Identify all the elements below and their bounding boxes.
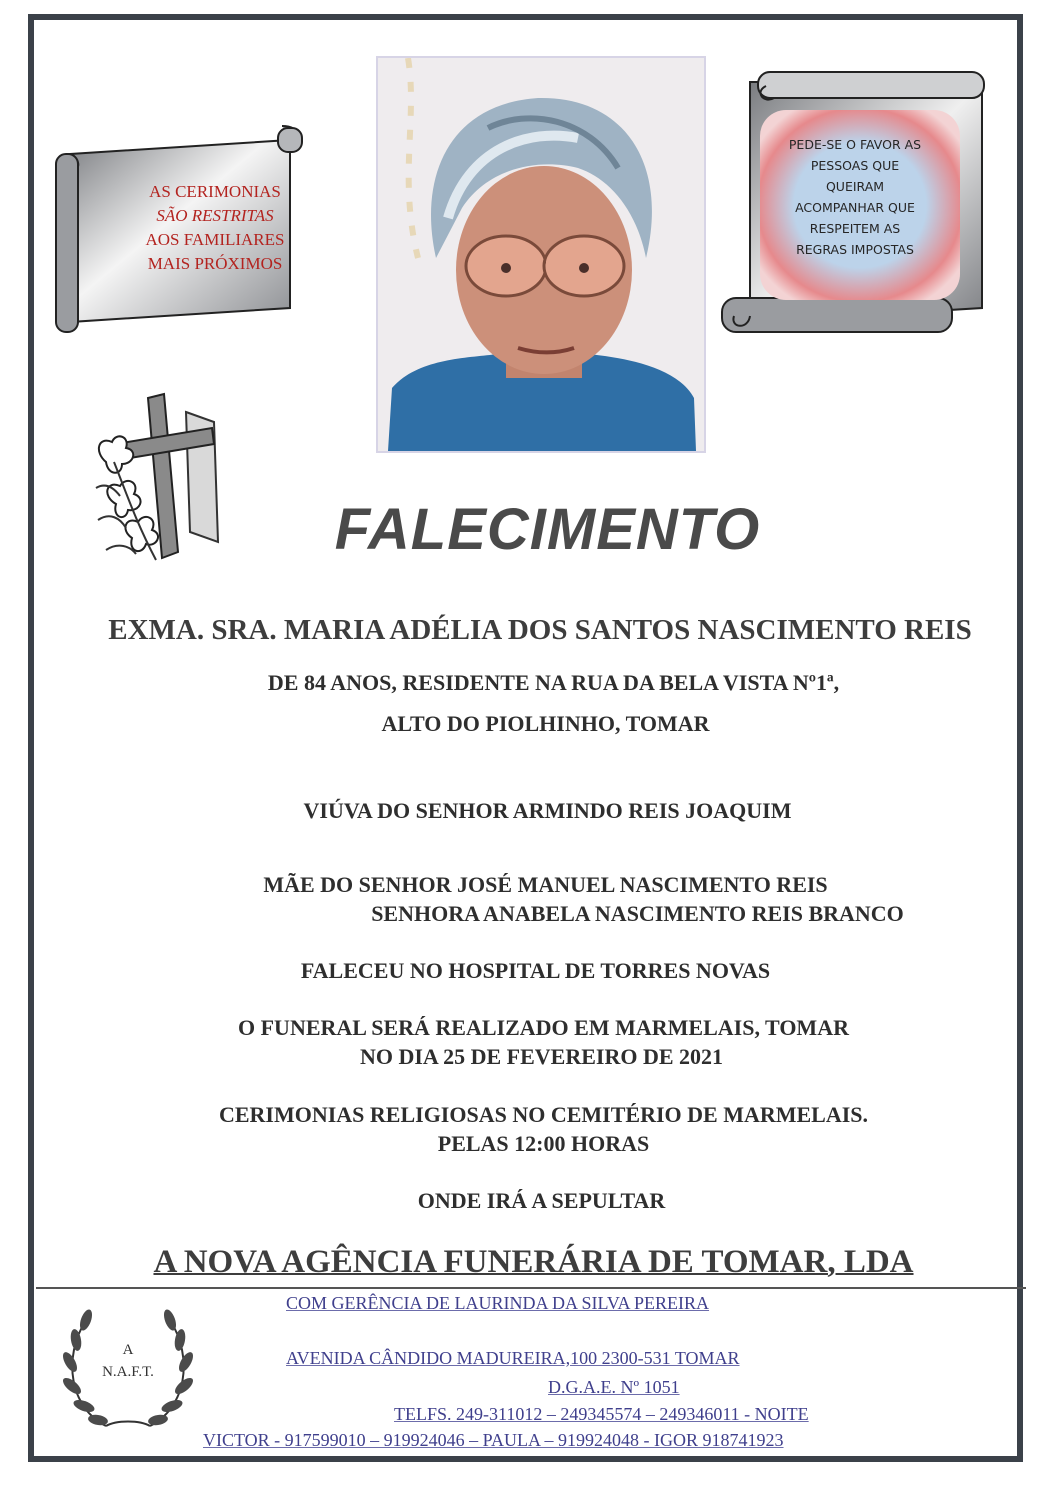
request-line-5: RESPEITEM AS: [809, 221, 901, 236]
mother-of-son: MÃE DO SENHOR JOSÉ MANUEL NASCIMENTO REIS: [263, 872, 828, 897]
agency-night-contacts: VICTOR - 917599010 – 919924046 – PAULA – 919924048 - IGOR 918741923: [203, 1430, 784, 1450]
logo-letter: A: [122, 1342, 134, 1358]
agency-address: AVENIDA CÂNDIDO MADUREIRA,100 2300-531 TOMAR: [286, 1348, 740, 1368]
notice-title: FALECIMENTO: [334, 497, 761, 562]
request-line-2: PESSOAS QUE: [810, 158, 900, 173]
footer-divider: [36, 1287, 1026, 1289]
restriction-text: [140, 180, 290, 276]
logo-text: N.A.F.T.: [102, 1364, 154, 1380]
restriction-line-1: AS CERIMONIAS: [149, 182, 281, 201]
portrait-photo: [376, 56, 706, 453]
agency-logo: [56, 1298, 200, 1438]
request-text: [782, 134, 928, 260]
ceremony-location: CERIMONIAS RELIGIOSAS NO CEMITÉRIO DE MARMELAIS.: [218, 1102, 869, 1127]
address: ALTO DO PIOLHINHO, TOMAR: [381, 711, 710, 736]
burial-note: ONDE IRÁ A SEPULTAR: [417, 1188, 666, 1213]
request-line-1: PEDE-SE O FAVOR AS: [788, 137, 922, 152]
request-scroll: [720, 70, 996, 336]
restriction-line-4: MAIS PRÓXIMOS: [147, 254, 283, 273]
agency-name-text: A NOVA AGÊNCIA FUNERÁRIA DE TOMAR, LDA: [153, 1244, 914, 1280]
funeral-date: NO DIA 25 DE FEVEREIRO DE 2021: [359, 1044, 724, 1069]
request-line-4: ACOMPANHAR QUE: [795, 200, 915, 215]
ceremony-time: PELAS 12:00 HORAS: [437, 1131, 650, 1156]
laurel-wreath-icon: [56, 1298, 200, 1438]
agency-management: COM GERÊNCIA DE LAURINDA DA SILVA PEREIRA: [286, 1293, 710, 1313]
place-of-death: FALECEU NO HOSPITAL DE TORRES NOVAS: [300, 958, 771, 983]
request-line-6: REGRAS IMPOSTAS: [796, 242, 914, 257]
deceased-name: EXMA. SRA. MARIA ADÉLIA DOS SANTOS NASCIMENTO REIS: [108, 614, 972, 646]
widow-of: VIÚVA DO SENHOR ARMINDO REIS JOAQUIM: [303, 798, 792, 823]
restriction-line-3: AOS FAMILIARES: [145, 230, 285, 249]
restriction-line-2: SÃO RESTRITAS: [156, 206, 274, 225]
agency-phones: TELFS. 249-311012 – 249345574 – 249346011 - NOITE: [394, 1404, 809, 1424]
agency-dgae: D.G.A.E. Nº 1051: [548, 1377, 680, 1397]
age-residence: DE 84 ANOS, RESIDENTE NA RUA DA BELA VISTA Nº1ª,: [267, 670, 840, 695]
mother-of-daughter: SENHORA ANABELA NASCIMENTO REIS BRANCO: [371, 901, 904, 926]
top-margin: [0, 0, 1059, 12]
portrait-image: [378, 58, 704, 451]
funeral-location: O FUNERAL SERÁ REALIZADO EM MARMELAIS, TOMAR: [238, 1015, 849, 1040]
request-line-3: QUEIRAM: [825, 179, 885, 194]
restriction-scroll: [52, 124, 308, 336]
agency-name: [4, 1244, 1059, 1281]
